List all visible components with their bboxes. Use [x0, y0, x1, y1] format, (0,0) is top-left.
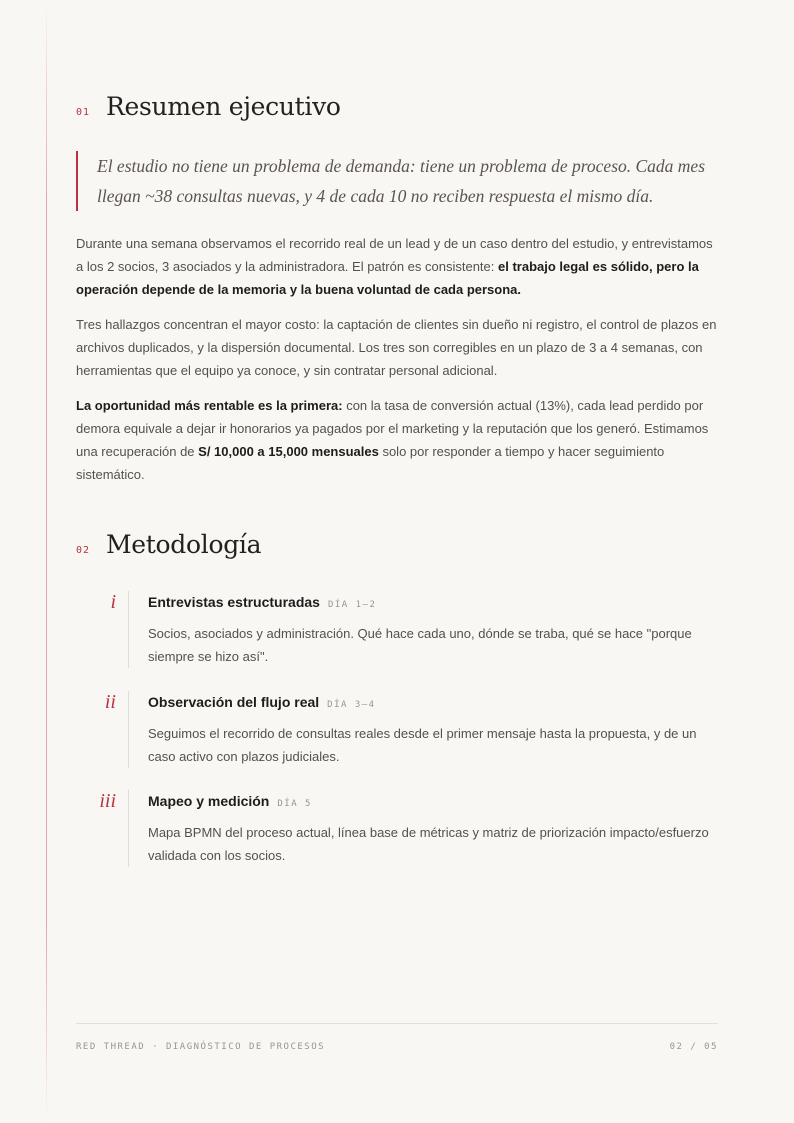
step-numeral: iii	[99, 790, 116, 812]
step-numeral: ii	[104, 691, 116, 713]
step-title: Mapeo y medición	[148, 793, 270, 809]
step-title: Observación del flujo real	[148, 694, 320, 710]
section-title: Resumen ejecutivo	[106, 92, 341, 121]
step-body	[128, 591, 718, 668]
step-day-tag: DÍA 3–4	[327, 700, 376, 710]
footer-divider	[76, 1023, 718, 1024]
section-title: Metodología	[106, 530, 262, 559]
step-day-tag: DÍA 5	[277, 799, 312, 809]
step-title: Entrevistas estructuradas	[148, 594, 320, 610]
step-day-tag: DÍA 1–2	[327, 600, 377, 610]
step-description: Socios, asociados y administración. Qué hace cada uno, dónde se traba, qué se hace "porque siempre se hizo así".	[148, 626, 692, 664]
summary-paragraph-1: Durante una semana observamos el recorrido real de un lead y de un caso dentro del estudio, y entrevistamos a los 2 socios, 3 asociados y la administradora. El patrón es consistente: el trabajo legal es sólido, pero la operación depende de la memoria y la buena voluntad de cada persona.	[76, 236, 713, 297]
section-heading-methodology	[76, 530, 261, 559]
step-description: Seguimos el recorrido de consultas reales desde el primer mensaje hasta la propuesta, y de un caso activo con plazos judiciales.	[148, 726, 697, 764]
summary-paragraph-3: La oportunidad más rentable es la primera: con la tasa de conversión actual (13%), cada lead perdido por demora equivale a dejar ir honorarios ya pagados por el marketing y la reputación que los generó. Estimamos una recuperación de S/ 10,000 a 15,000 mensuales solo por responder a tiempo y hacer seguimiento sistemático.	[76, 398, 709, 482]
section-number: 02	[76, 545, 91, 556]
step-numeral: i	[110, 591, 116, 613]
step-body	[128, 691, 718, 768]
footer-document-title: RED THREAD · DIAGNÓSTICO DE PROCESOS	[76, 1042, 326, 1052]
pull-quote: El estudio no tiene un problema de demanda: tiene un problema de proceso. Cada mes llegan ~38 consultas nuevas, y 4 de cada 10 no reciben respuesta el mismo día.	[76, 151, 718, 211]
margin-red-line	[46, 0, 47, 1123]
step-description: Mapa BPMN del proceso actual, línea base de métricas y matriz de priorización impacto/esfuerzo validada con los socios.	[148, 825, 709, 863]
summary-paragraph-2: Tres hallazgos concentran el mayor costo: la captación de clientes sin dueño ni registro, el control de plazos en archivos duplicados, y la dispersión documental. Los tres son corregibles en un plazo de 3 a 4 semanas, con herramientas que el equipo ya conoce, y sin contratar personal adicional.	[76, 317, 717, 378]
footer-page-number: 02 / 05	[669, 1042, 718, 1052]
section-number: 01	[76, 107, 91, 118]
section-heading-summary	[76, 92, 341, 121]
step-body	[128, 790, 718, 867]
